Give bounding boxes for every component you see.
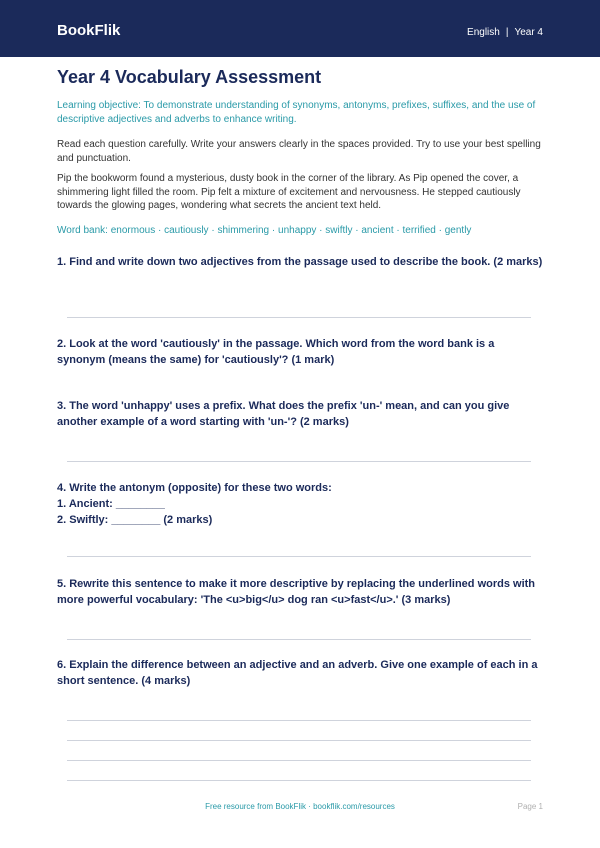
answer-line[interactable] <box>67 720 531 721</box>
question-1: 1. Find and write down two adjectives from the passage used to describe the book. (2 marks) <box>57 256 543 268</box>
year-label: Year 4 <box>514 27 543 38</box>
brand-logo: BookFlik <box>57 22 121 39</box>
question-2: 2. Look at the word 'cautiously' in the passage. Which word from the word bank is a synonym (means the same) for 'cautiously'? (1 mark) <box>57 338 495 366</box>
footer-text: Free resource from BookFlik · bookflik.com/resources <box>205 802 395 811</box>
word-bank: Word bank: enormous · cautiously · shimmering · unhappy · swiftly · ancient · terrified · gently <box>57 225 472 236</box>
header-meta <box>467 27 543 39</box>
page-number: Page 1 <box>517 802 543 811</box>
answer-line[interactable] <box>67 780 531 781</box>
page-title: Year 4 Vocabulary Assessment <box>57 67 322 87</box>
reading-passage: Pip the bookworm found a mysterious, dusty book in the corner of the library. As Pip opened the cover, a shimmering light filled the room. Pip felt a mixture of excitement and nervousness. He stepped cautiously towards the glowing pages, wondering what secrets the ancient text held. <box>57 173 521 211</box>
divider: | <box>505 27 509 38</box>
question-3: 3. The word 'unhappy' uses a prefix. What does the prefix 'un-' mean, and can you give another example of a word starting with 'un-'? (2 marks) <box>57 400 510 428</box>
instructions: Read each question carefully. Write your answers clearly in the spaces provided. Try to use your best spelling and punctuation. <box>57 139 541 164</box>
learning-objective: Learning objective: To demonstrate understanding of synonyms, antonyms, prefixes, suffixes, and the use of descriptive adjectives and adverbs to enhance writing. <box>57 100 536 125</box>
answer-line[interactable] <box>67 461 531 462</box>
question-6: 6. Explain the difference between an adjective and an adverb. Give one example of each in a short sentence. (4 marks) <box>57 659 538 687</box>
question-5: 5. Rewrite this sentence to make it more descriptive by replacing the underlined words with more powerful vocabulary: 'The <u>big</u> dog ran <u>fast</u>.' (3 marks) <box>57 578 536 606</box>
answer-line[interactable] <box>67 740 531 741</box>
answer-line[interactable] <box>67 639 531 640</box>
answer-line[interactable] <box>67 556 531 557</box>
page-header <box>0 0 600 57</box>
answer-line[interactable] <box>67 317 531 318</box>
subject-label: English <box>467 27 500 38</box>
answer-line[interactable] <box>67 760 531 761</box>
question-4: 4. Write the antonym (opposite) for these two words: 1. Ancient: ________ 2. Swiftly: ________ (2 marks) <box>57 482 332 526</box>
